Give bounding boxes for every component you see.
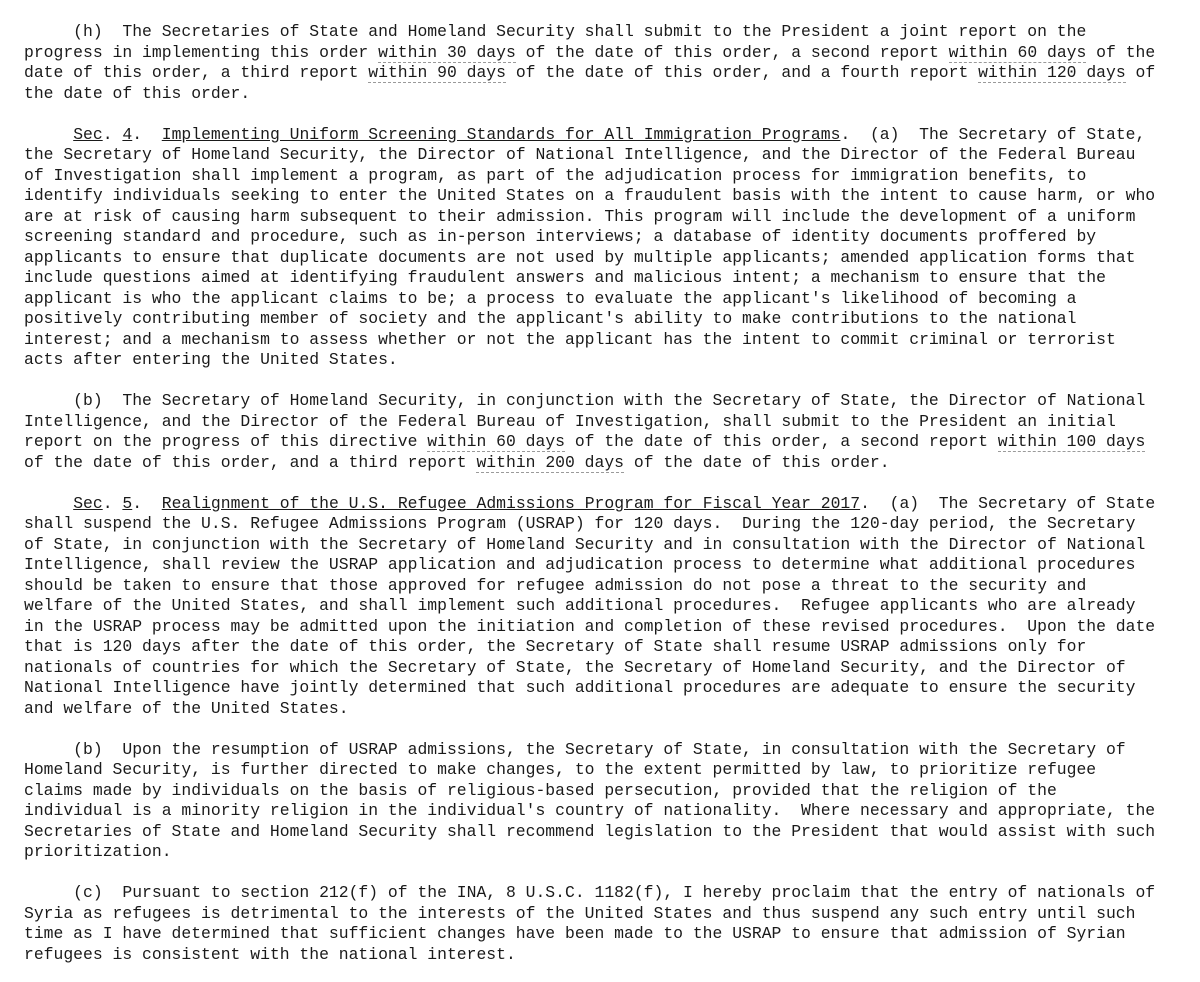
text-run: (b) Upon the resumption of USRAP admissions, the Secretary of State, in consultation with the Secretary of xyxy=(24,739,1126,759)
text-run: report on the progress of this directive xyxy=(24,432,428,451)
dotted-highlight-text: within 120 days xyxy=(978,63,1126,82)
text-run: of the date of this order, a second report xyxy=(565,432,998,451)
text-run: Syria as refugees is detrimental to the interests of the United States and thus suspend any such entry until such xyxy=(24,903,1136,923)
text-line xyxy=(24,391,1184,412)
underlined-text: Realignment of the U.S. Refugee Admissions Program for Fiscal Year 2017 xyxy=(161,493,861,513)
underlined-text: Sec xyxy=(73,493,103,513)
text-line xyxy=(24,904,1184,925)
text-run: of the date of this order, and a fourth report xyxy=(505,63,979,82)
paragraph-spacer xyxy=(24,473,1184,494)
text-run: . xyxy=(102,493,123,513)
text-line xyxy=(24,555,1184,576)
text-run: National Intelligence have jointly determined that such additional procedures are adequate to ensure the security xyxy=(24,678,1136,697)
text-run: of the xyxy=(1086,42,1156,62)
text-run: in the USRAP process may be admitted upon the initiation and completion of these revised procedures. Upon the date xyxy=(24,616,1156,636)
text-line xyxy=(24,412,1184,433)
dotted-highlight-text: within 30 days xyxy=(378,42,516,62)
text-run: refugees is consistent with the national interest. xyxy=(24,944,516,964)
text-run: . xyxy=(102,124,123,144)
text-run: nationals of countries for which the Secretary of State, the Secretary of Homeland Security, and the Director of xyxy=(24,657,1126,677)
text-run: . (a) The Secretary of State, xyxy=(840,124,1146,144)
dotted-highlight-text: within 100 days xyxy=(997,432,1146,451)
text-line xyxy=(24,330,1184,351)
text-line xyxy=(24,432,1184,453)
dotted-highlight-text: within 60 days xyxy=(427,432,565,451)
text-line xyxy=(24,801,1184,822)
text-run xyxy=(24,494,73,513)
text-line xyxy=(24,309,1184,330)
text-run: the date of this order. xyxy=(24,83,251,103)
text-line xyxy=(24,289,1184,310)
text-run: date of this order, a third report xyxy=(24,63,369,82)
paragraph-sec3-h xyxy=(24,22,1184,104)
text-run: Intelligence, and the Director of the Federal Bureau of Investigation, shall submit to the President an initial xyxy=(24,411,1116,431)
paragraph-sec5-b xyxy=(24,740,1184,863)
text-run xyxy=(24,125,73,144)
text-line xyxy=(24,145,1184,166)
paragraph-sec4-a xyxy=(24,125,1184,371)
text-line xyxy=(24,186,1184,207)
text-run: applicant is who the applicant claims to be; a process to evaluate the applicant's likelihood of becoming a xyxy=(24,288,1077,308)
text-run: of Investigation shall implement a program, as part of the adjudication process for immigration benefits, to xyxy=(24,165,1087,185)
paragraph-sec5-c xyxy=(24,883,1184,965)
text-run: . xyxy=(132,124,162,144)
text-run: include questions aimed at identifying fraudulent answers and malicious intent; a mechanism to ensure that the xyxy=(24,268,1106,287)
paragraph-spacer xyxy=(24,719,1184,740)
text-line xyxy=(24,514,1184,535)
text-run: time as I have determined that sufficient changes have been made to the USRAP to ensure that admission of Syrian xyxy=(24,924,1126,943)
text-run: the Secretary of Homeland Security, the Director of National Intelligence, and the Director of the Federal Bureau xyxy=(24,145,1136,164)
text-line xyxy=(24,494,1184,515)
text-run: of the date of this order, and a third report xyxy=(24,452,477,472)
text-run: Homeland Security, is further directed to make changes, to the extent permitted by law, to prioritize refugee xyxy=(24,760,1097,779)
text-run: applicants to ensure that duplicate documents are not used by multiple applicants; amended application forms that xyxy=(24,247,1136,267)
underlined-text: 4 xyxy=(122,124,133,144)
text-run: acts after entering the United States. xyxy=(24,350,398,369)
text-line xyxy=(24,945,1184,966)
text-run: individual is a minority religion in the individual's country of nationality. Where necessary and appropriate, the xyxy=(24,801,1156,820)
text-run: identify individuals seeking to enter the United States on a fraudulent basis with the intent to cause harm, or who xyxy=(24,186,1156,205)
underlined-text: Sec xyxy=(73,124,103,144)
text-line xyxy=(24,453,1184,474)
paragraph-spacer xyxy=(24,371,1184,392)
text-line xyxy=(24,678,1184,699)
text-line xyxy=(24,227,1184,248)
text-run: that is 120 days after the date of this order, the Secretary of State shall resume USRAP admissions only for xyxy=(24,637,1087,656)
text-run: of State, in conjunction with the Secretary of Homeland Security and in consultation with the Director of National xyxy=(24,534,1146,554)
text-run: of xyxy=(1125,63,1156,82)
text-line xyxy=(24,740,1184,761)
paragraph-sec5-a xyxy=(24,494,1184,720)
dotted-highlight-text: within 200 days xyxy=(476,452,625,472)
text-line xyxy=(24,84,1184,105)
text-run: progress in implementing this order xyxy=(24,42,379,62)
text-run: shall suspend the U.S. Refugee Admissions Program (USRAP) for 120 days. During the 120-day period, the Secretary xyxy=(24,514,1136,533)
text-run: welfare of the United States, and shall implement such additional procedures. Refugee applicants who are already xyxy=(24,596,1136,615)
text-line xyxy=(24,760,1184,781)
paragraph-spacer xyxy=(24,863,1184,884)
text-line xyxy=(24,166,1184,187)
text-line xyxy=(24,248,1184,269)
underlined-text: 5 xyxy=(122,493,133,513)
paragraph-spacer xyxy=(24,104,1184,125)
text-line xyxy=(24,268,1184,289)
text-line xyxy=(24,822,1184,843)
text-run: (h) The Secretaries of State and Homeland Security shall submit to the President a joint report on the xyxy=(24,22,1087,41)
text-line xyxy=(24,699,1184,720)
text-line xyxy=(24,658,1184,679)
paragraph-sec4-b xyxy=(24,391,1184,473)
text-run: claims made by individuals on the basis of religious-based persecution, provided that the religion of the xyxy=(24,780,1057,800)
text-run: should be taken to ensure that those approved for refugee admission do not pose a threat to the security and xyxy=(24,575,1087,595)
text-line xyxy=(24,781,1184,802)
dotted-highlight-text: within 90 days xyxy=(368,63,506,82)
text-line xyxy=(24,535,1184,556)
text-run: and welfare of the United States. xyxy=(24,698,349,718)
text-line xyxy=(24,924,1184,945)
text-line xyxy=(24,617,1184,638)
text-line xyxy=(24,125,1184,146)
document-body xyxy=(24,22,1184,965)
text-run: (c) Pursuant to section 212(f) of the INA, 8 U.S.C. 1182(f), I hereby proclaim that the entry of nationals of xyxy=(24,883,1156,902)
text-run: Secretaries of State and Homeland Security shall recommend legislation to the President that would assist with such xyxy=(24,821,1156,841)
text-line xyxy=(24,596,1184,617)
dotted-highlight-text: within 60 days xyxy=(948,42,1087,62)
text-line xyxy=(24,883,1184,904)
text-line xyxy=(24,22,1184,43)
text-run: of the date of this order. xyxy=(624,452,890,472)
underlined-text: Implementing Uniform Screening Standards for All Immigration Programs xyxy=(161,124,841,144)
text-line xyxy=(24,63,1184,84)
text-run: . (a) The Secretary of State xyxy=(860,493,1156,513)
text-line xyxy=(24,842,1184,863)
text-run: of the date of this order, a second report xyxy=(515,42,949,62)
text-line xyxy=(24,350,1184,371)
text-run: (b) The Secretary of Homeland Security, in conjunction with the Secretary of State, the Director of National xyxy=(24,391,1146,410)
text-run: Intelligence, shall review the USRAP application and adjudication process to determine what additional procedures xyxy=(24,555,1136,574)
text-run: are at risk of causing harm subsequent to their admission. This program will include the development of a uniform xyxy=(24,206,1136,226)
text-run: screening standard and procedure, such as in-person interviews; a database of identity documents proffered by xyxy=(24,227,1097,246)
text-line xyxy=(24,637,1184,658)
text-line xyxy=(24,43,1184,64)
text-run: . xyxy=(132,493,162,513)
text-line xyxy=(24,207,1184,228)
text-run: positively contributing member of society and the applicant's ability to make contributions to the national xyxy=(24,309,1077,328)
text-run: prioritization. xyxy=(24,842,172,861)
text-line xyxy=(24,576,1184,597)
text-run: interest; and a mechanism to assess whether or not the applicant has the intent to commit criminal or terrorist xyxy=(24,329,1116,349)
